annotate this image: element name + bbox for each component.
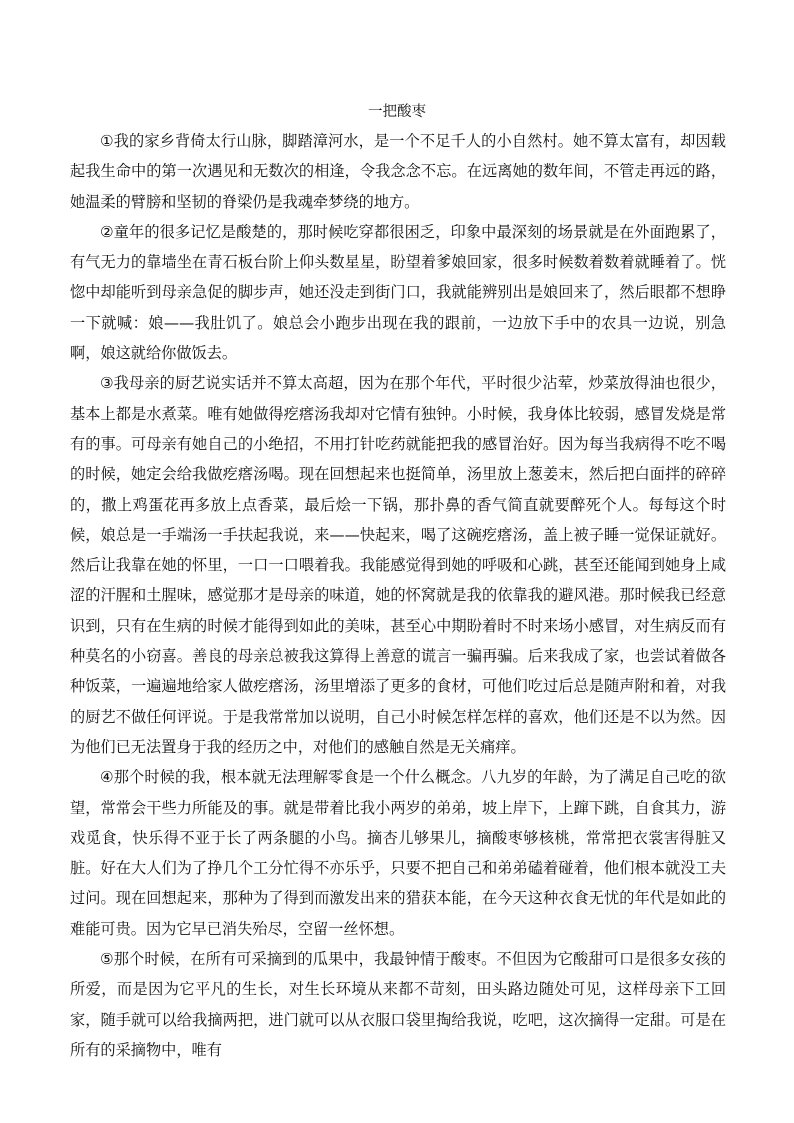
paragraph-3: ③我母亲的厨艺说实话并不算太高超，因为在那个年代，平时很少沾荤，炒菜放得油也很少，基本上都是水煮菜。唯有她做得疙瘩汤我却对它情有独钟。小时候，我身体比较弱，感冒发烧是常有的事。可母亲有她自己的小绝招，不用打针吃药就能把我的感冒治好。因为每当我病得不吃不喝的时候，她定会给我做疙瘩汤喝。现在回想起来也挺简单，汤里放上葱姜末，然后把白面拌的碎碎的，撒上鸡蛋花再多放上点香菜，最后烩一下锅，那扑鼻的香气简直就要醉死个人。每每这个时候，娘总是一手端汤一手扶起我说，来——快起来，喝了这碗疙瘩汤，盖上被子睡一觉保证就好。然后让我靠在她的怀里，一口一口喂着我。我能感觉得到她的呼吸和心跳，甚至还能闻到她身上咸涩的汗腥和土腥味，感觉那才是母亲的味道，她的怀窝就是我的依靠我的避风港。那时候我已经意识到，只有在生病的时候才能得到如此的美味，甚至心中期盼着时不时来场小感冒，对生病反而有种莫名的小窃喜。善良的母亲总被我这算得上善意的谎言一骗再骗。后来我成了家，也尝试着做各种饭菜，一遍遍地给家人做疙瘩汤，汤里增添了更多的食材，可他们吃过后总是随声附和着，对我的厨艺不做任何评说。于是我常常加以说明，自己小时候怎样怎样的喜欢，他们还是不以为然。因为他们已无法置身于我的经历之中，对他们的感触自然是无关痛痒。 bbox=[70, 374, 726, 756]
paragraph-1: ①我的家乡背倚太行山脉，脚踏漳河水，是一个不足千人的小自然村。她不算太富有，却因载起我生命中的第一次遇见和无数次的相逢，令我念念不忘。在远离她的数年间，不管走再远的路，她温柔的臂膀和坚韧的脊梁仍是我魂牵梦绕的地方。 bbox=[70, 132, 726, 211]
document-body bbox=[70, 126, 726, 1065]
paragraph-4: ④那个时候的我，根本就无法理解零食是一个什么概念。八九岁的年龄，为了满足自己吃的欲望，常常会干些力所能及的事。就是带着比我小两岁的弟弟，坡上岸下，上蹿下跳，自食其力，游戏觅食，快乐得不亚于长了两条腿的小鸟。摘杏儿够果儿，摘酸枣够核桃，常常把衣裳害得脏又脏。好在大人们为了挣几个工分忙得不亦乐乎，只要不把自己和弟弟磕着碰着，他们根本就没工夫过问。现在回想起来，那种为了得到而激发出来的猎获本能，在今天这种衣食无忧的年代是如此的难能可贵。因为它早已消失殆尽，空留一丝怀想。 bbox=[70, 768, 726, 938]
document-title: 一把酸枣 bbox=[368, 104, 426, 120]
paragraph-2: ②童年的很多记忆是酸楚的，那时候吃穿都很困乏，印象中最深刻的场景就是在外面跑累了，有气无力的靠墙坐在青石板台阶上仰头数星星，盼望着爹娘回家，很多时候数着数着就睡着了。恍惚中却能听到母亲急促的脚步声，她还没走到街门口，我就能辨别出是娘回来了，然后眼都不想睁一下就喊：娘——我肚饥了。娘总会小跑步出现在我的跟前，一边放下手中的农具一边说，别急啊，娘这就给你做饭去。 bbox=[70, 222, 726, 363]
paragraph-5: ⑤那个时候，在所有可采摘到的瓜果中，我最钟情于酸枣。不但因为它酸甜可口是很多女孩的所爱，而是因为它平凡的生长，对生长环境从来都不苛刻，田头路边随处可见，这样母亲下工回家，随手就可以给我摘两把，进门就可以从衣服口袋里掏给我说，吃吧，这次摘得一定甜。可是在所有的采摘物中，唯有 bbox=[70, 950, 726, 1059]
